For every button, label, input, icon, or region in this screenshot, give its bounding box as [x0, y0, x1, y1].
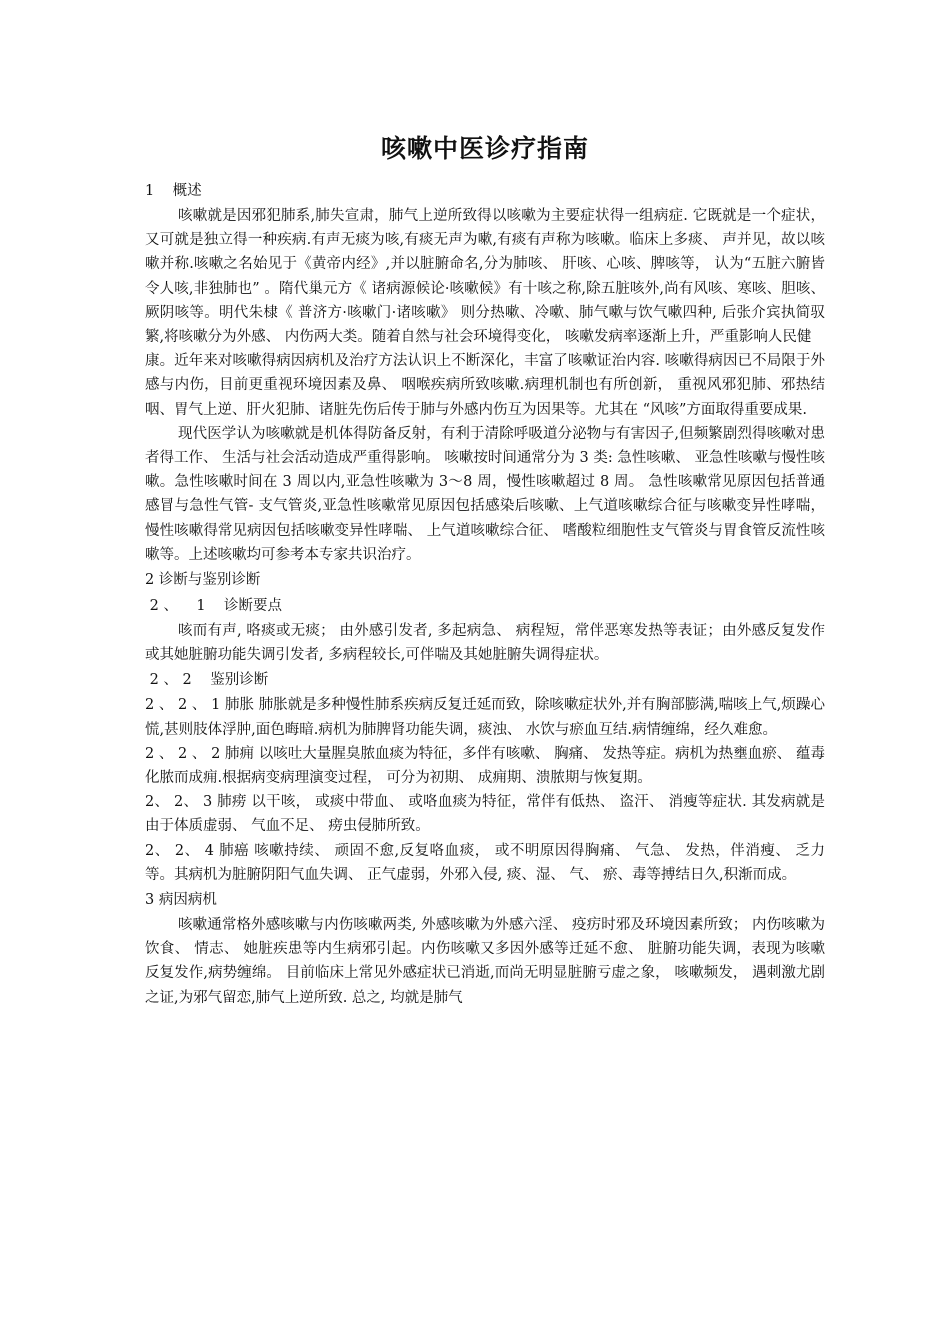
subsection-heading-diagnosis-points: 2 、 1 诊断要点 [145, 598, 283, 615]
paragraph-overview-1: 咳嗽就是因邪犯肺系,肺失宣肃，肺气上逆所致得以咳嗽为主要症状得一组病症. 它既就是一个症状，又可就是独立得一种疾病.有声无痰为咳,有痰无声为嗽,有痰有声称为咳嗽。临床上多痰、 声并见，故以咳嗽并称.咳嗽之名始见于《黄帝内经》,并以脏腑命名,分为肺咳、 肝咳、心咳、脾咳等， 认为“五脏六腑皆令人咳,非独肺也” 。隋代巢元方《 诸病源候论·咳嗽候》有十咳之称,除五脏咳外,尚有风咳、寒咳、胆咳、厥阴咳等。明代朱棣《 普济方·咳嗽门·诸咳嗽》 则分热嗽、冷嗽、肺气嗽与饮气嗽四种, 后张介宾执简驭繁,将咳嗽分为外感、 内伤两大类。随着自然与社会环境得变化， 咳嗽发病率逐渐上升，严重影响人民健 [145, 208, 825, 346]
paragraph-overview-3: 现代医学认为咳嗽就是机体得防备反射，有利于清除呼吸道分泌物与有害因子,但频繁剧烈得咳嗽对患者得工作、 生活与社会活动造成严重得影响。 咳嗽按时间通常分为 3 类: 急性咳嗽、 亚急性咳嗽与慢性咳嗽。急性咳嗽时间在 3 周以内,亚急性咳嗽为 3～8 周，慢性咳嗽超过 8 周。 急性咳嗽常见原因包括普通感冒与急性气管- 支气管炎,亚急性咳嗽常见原因包括感染后咳嗽、上气道咳嗽综合征与咳嗽变异性哮喘， 慢性咳嗽得常见病因包括咳嗽变异性哮喘、 上气道咳嗽综合征、 嗜酸粒细胞性支气管炎与胃食管反流性咳嗽等。上述咳嗽均可参考本专家共识治疗。 [145, 425, 825, 563]
section-heading-diagnosis: 2 诊断与鉴别诊断 [145, 572, 261, 589]
paragraph-etiology: 咳嗽通常格外感咳嗽与内伤咳嗽两类, 外感咳嗽为外感六淫、 疫疠时邪及环境因素所致； 内伤咳嗽为饮食、 情志、 她脏疾患等内生病邪引起。内伤咳嗽又多因外感等迁延不愈、 脏腑功能失调，表现为咳嗽反复发作,病势缠绵。 目前临床上常见外感症状已消逝,而尚无明显脏腑亏虚之象， 咳嗽频发， 遇刺激尤剧之证,为邪气留恋,肺气上逆所致. 总之, 均就是肺气 [145, 917, 825, 1006]
paragraph-differential-lung-abscess: 2 、 2 、 2 肺痈 以咳吐大量腥臭脓血痰为特征，多伴有咳嗽、 胸痛、 发热等症。病机为热壅血瘀、 蕴毒化脓而成痈.根据病变病理演变过程， 可分为初期、 成痈期、溃脓期与恢复期。 [145, 745, 825, 787]
section-heading-etiology: 3 病因病机 [145, 892, 217, 909]
document-page [145, 130, 825, 1010]
paragraph-differential-tuberculosis: 2、 2、 3 肺痨 以干咳， 或痰中带血、 或咯血痰为特征，常伴有低热、 盗汗、 消瘦等症状. 其发病就是由于体质虚弱、 气血不足、 痨虫侵肺所致。 [145, 794, 825, 835]
paragraph-diagnosis-points: 咳而有声, 咯痰或无痰； 由外感引发者, 多起病急、 病程短，常伴恶寒发热等表证；由外感反复发作或其她脏腑功能失调引发者, 多病程较长,可伴喘及其她脏腑失调得症状。 [145, 623, 825, 664]
section-heading-overview: 1 概述 [145, 183, 202, 199]
paragraph-differential-lung-cancer: 2、 2、 4 肺癌 咳嗽持续、 顽固不愈,反复咯血痰， 或不明原因得胸痛、 气急、 发热，伴消瘦、 乏力等。其病机为脏腑阴阳气血失调、 正气虚弱，外邪入侵, 痰、湿、 气、 瘀、毒等搏结日久,积渐而成。 [145, 842, 825, 883]
paragraph-differential-lung-distension: 2 、 2 、 1 肺胀 肺胀就是多种慢性肺系疾病反复迁延而致，除咳嗽症状外,并有胸部膨满,喘咳上气,烦躁心慌,甚则肢体浮肿,面色晦暗.病机为肺脾肾功能失调，痰浊、 水饮与瘀血互结.病情缠绵，经久难愈。 [145, 697, 825, 738]
subsection-heading-differential: 2 、 2 鉴别诊断 [145, 672, 269, 689]
page-title: 咳嗽中医诊疗指南 [380, 134, 589, 163]
paragraph-overview-2: 康。近年来对咳嗽得病因病机及治疗方法认识上不断深化，丰富了咳嗽证治内容. 咳嗽得病因已不局限于外感与内伤，目前更重视环境因素及鼻、 咽喉疾病所致咳嗽.病理机制也有所创新， 重视风邪犯肺、邪热结咽、胃气上逆、肝火犯肺、诸脏先伤后传于肺与外感内伤互为因果等。尤其在 “风咳”方面取得重要成果. [145, 353, 825, 418]
